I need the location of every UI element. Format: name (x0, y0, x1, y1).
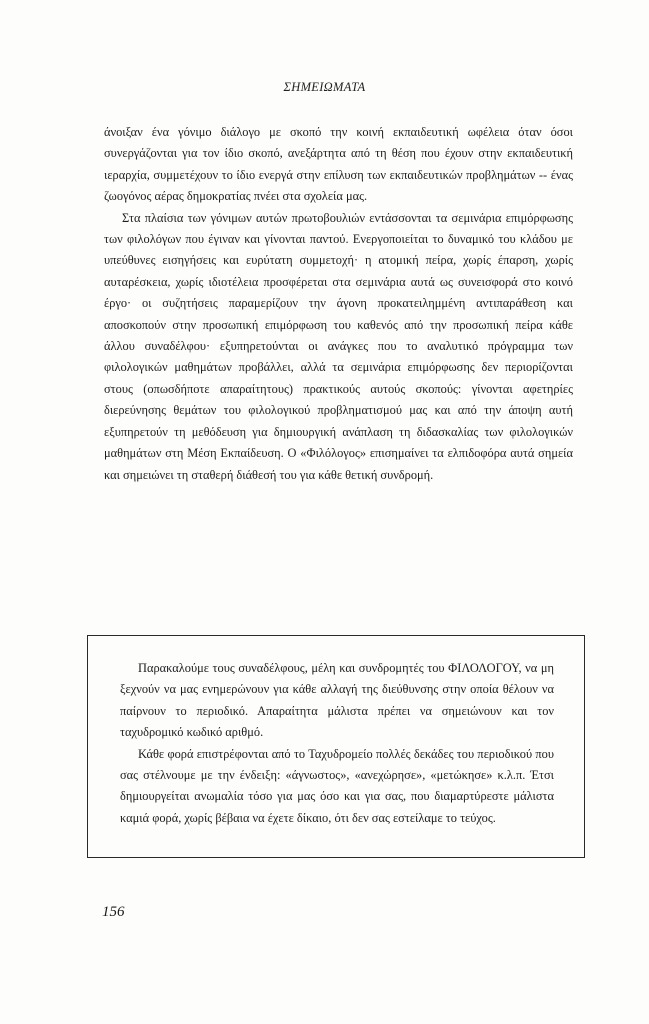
notice-paragraph: Παρακαλούμε τους συναδέλφους, μέλη και συνδρομητές του ΦΙΛΟΛΟΓΟΥ, να μη ξεχνούν να μας ενημερώνουν για κάθε αλλαγή της διεύθυνσης στην οποία θέλουν να παίρνουν το περιοδικό. Απαραίτητα μάλιστα πρέπει να σημειώνουν και τον ταχυδρομικό κωδικό αριθμό. (120, 661, 554, 740)
running-head-title: ΣΗΜΕΙΩΜΑΤΑ (283, 80, 366, 94)
notice-body (120, 658, 554, 829)
subscriber-notice-box (87, 635, 585, 858)
article-body (104, 122, 573, 486)
notice-paragraph: Κάθε φορά επιστρέφονται από το Ταχυδρομείο πολλές δεκάδες του περιοδικού που σας στέλνουμε με την ένδειξη: «άγνωστος», «ανεχώρησε», «μετώκησε» κ.λ.π. Έτσι δημιουργείται ανωμαλία τόσο για μας όσο και για σας, που διαμαρτύρεστε μάλιστα καμιά φορά, χωρίς βέβαια να έχετε δίκαιο, ότι δεν σας εστείλαμε το τεύχος. (120, 746, 554, 825)
page-number: 156 (102, 904, 125, 920)
article-paragraph: Στα πλαίσια των γόνιμων αυτών πρωτοβουλιών εντάσσονται τα σεμινάρια επιμόρφωσης των φιλολόγων που έγιναν και γίνονται παντού. Ενεργοποιείται το δυναμικό του κλάδου με υπεύθυνες εισηγήσεις και ευρύτατη συμμετοχή· η ατομική πείρα, χωρίς έπαρση, χωρίς αυταρέσκεια, χωρίς ιδιοτέλεια προσφέρεται στα σεμινάρια αυτά ως συνεισφορά στο κοινό έργο· οι συζητήσεις παραμερίζουν την άγονη προκατειλημμένη αντιπαράθεση και αποσκοπούν στην προσωπική επιμόρφωση του καθενός από την προσωπική πείρα κάθε άλλου συναδέλφου· εξυπηρετούνται οι ανάγκες που το αναλυτικό πρόγραμμα των φιλολογικών μαθημάτων προβάλλει, αλλά τα σεμινάρια επιμόρφωσης δεν περιορίζονται στους (οπωσδήποτε απαραίτητους) πρακτικούς αυτούς σκοπούς: γίνονται αφετηρίες διερεύνησης θεμάτων του φιλολογικού προβληματισμού μας και από την άποψη αυτή εξυπηρετούν τη μεθόδευση για δημιουργική ανάπλαση τη διδασκαλίας των φιλολογικών μαθημάτων στη Μέση Εκπαίδευση. Ο «Φιλόλογος» επισημαίνει τα ελπιδοφόρα αυτά σημεία και σημειώνει τη σταθερή διάθεσή του για κάθε θετική συνδρομή. (104, 210, 573, 482)
article-paragraph: άνοιξαν ένα γόνιμο διάλογο με σκοπό την κοινή εκπαιδευτική ωφέλεια όταν όσοι συνεργάζονται για τον ίδιο σκοπό, ανεξάρτητα από τη θέση που έχουν στην εκπαιδευτική ιεραρχία, συμμετέχουν το ίδιο ενεργά στην επίλυση των εκπαιδευτικών προβλημάτων -- ένας ζωογόνος αέρας δημοκρατίας πνέει στα σχολεία μας. (104, 125, 573, 204)
